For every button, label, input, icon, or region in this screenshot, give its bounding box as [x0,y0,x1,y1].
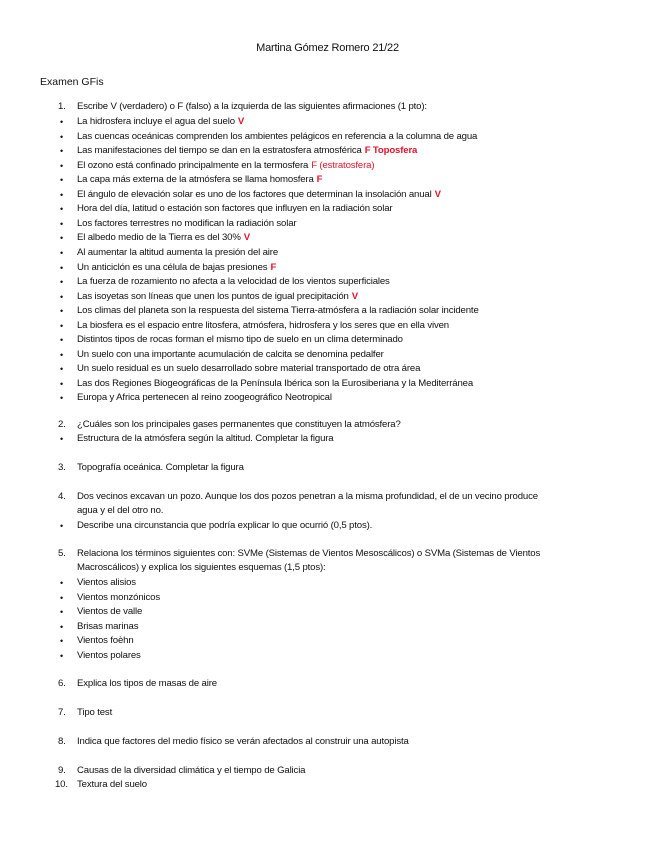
bullet-icon: • [60,636,64,646]
statement-text: Un suelo residual es un suelo desarrollado sobre material transportado de otra área [77,363,421,375]
statement-text: Distintos tipos de rocas forman el mismo tipo de suelo en un clima determinado [77,334,403,346]
item-text: Describe una circunstancia que podría explicar lo que ocurrió (0,5 ptos). [77,520,373,531]
statement-text: Vientos foèhn [77,635,134,646]
item-text [77,116,244,128]
bullet-icon: • [60,233,64,244]
statement-text: Los climas del planeta son la respuesta del sistema Tierra-atmósfera a la radiación solar incidente [77,305,479,317]
statement-text: Vientos alisios [77,577,136,588]
statement-text: La capa más externa de la atmósfera se llama homosfera [77,174,314,186]
bullet-icon: • [60,621,64,632]
item-text [77,349,384,361]
item-text [77,189,441,201]
question-text: Escribe V (verdadero) o F (falso) a la izquierda de las siguientes afirmaciones (1 pto): [77,101,427,112]
question-number: 10. [55,779,68,790]
question-text: Tipo test [77,707,113,718]
statement-text: Las cuencas oceánicas comprenden los ambientes pelágicos en referencia a la columna de agua [77,130,478,142]
item-text [77,320,449,332]
question-text: Explica los tipos de masas de aire [77,678,217,689]
bullet-icon: • [60,434,64,444]
statement-text: Las manifestaciones del tiempo se dan en la estratosfera atmosférica [77,145,362,157]
bullet-icon: • [60,218,64,229]
statement-text: El ozono está confinado principalmente en la termosfera [77,159,309,171]
question-number: 6. [58,678,66,689]
question-text: ¿Cuáles son los principales gases permanentes que constituyen la atmósfera? [77,419,401,430]
question-text: Textura del suelo [77,779,147,790]
bullet-icon: • [60,131,64,142]
statement-text: La biosfera es el espacio entre litosfera, atmósfera, hidrosfera y los seres que en ella viven [77,319,449,331]
statement-text: Vientos de valle [77,606,143,617]
item-text [77,378,473,390]
item-text [77,174,322,186]
bullet-icon: • [60,189,64,200]
statement-text: Vientos monzónicos [77,591,160,603]
question-text-continued: agua y el del otro no. [77,505,164,516]
bullet-icon: • [60,146,64,157]
author-header: Martina Gómez Romero 21/22 [256,42,399,54]
statement-text: Las isoyetas son líneas que unen los puntos de igual precipitación [77,290,349,302]
item-text [77,650,141,662]
item-text [77,592,160,604]
item-text: Estructura de la atmósfera según la altitud. Completar la figura [77,433,334,444]
item-text [77,392,332,404]
statement-text: Un anticiclón es una célula de bajas presiones [77,261,268,273]
answer-mark: V [351,290,358,302]
item-text [77,606,142,618]
bullet-icon: • [60,349,64,360]
question-number: 7. [58,707,66,718]
bullet-icon: • [60,521,64,531]
bullet-icon: • [60,650,64,661]
item-text [77,363,420,375]
question-text: Causas de la diversidad climática y el tiempo de Galicia [77,765,306,776]
item-text [77,291,358,303]
answer-mark: V [243,232,250,244]
statement-text: El ángulo de elevación solar es uno de los factores que determinan la insolación anual [77,188,432,200]
item-text [77,577,136,589]
question-number: 1. [58,101,66,112]
bullet-icon: • [60,378,64,389]
question-number: 3. [58,462,66,473]
item-text [77,203,392,215]
question-number: 9. [58,765,66,776]
bullet-icon: • [60,364,64,375]
bullet-icon: • [60,320,64,331]
statement-text: La fuerza de rozamiento no afecta a la velocidad de los vientos superficiales [77,276,390,288]
statement-text: Europa y Africa pertenecen al reino zoogeográfico Neotropical [77,392,332,404]
bullet-icon: • [60,335,64,346]
item-text [77,247,278,259]
answer-mark: F Toposfera [364,145,418,157]
item-text [77,621,138,633]
statement-text: Hora del día, latitud o estación son factores que influyen en la radiación solar [77,203,393,215]
bullet-icon: • [60,607,64,617]
item-text [77,305,479,317]
statement-text: Brisas marinas [77,620,139,632]
item-text [77,276,390,288]
statement-text: Al aumentar la altitud aumenta la presión del aire [77,246,279,258]
question-number: 4. [58,491,66,502]
bullet-icon: • [60,306,64,317]
item-text [77,334,403,346]
answer-mark: F [316,174,323,186]
question-number: 2. [58,419,66,430]
item-text [77,262,276,274]
answer-mark: F (estratosfera) [311,159,375,171]
question-text: Indica que factores del medio físico se verán afectados al construir una autopista [77,736,409,747]
statement-text: La hidrosfera incluye el agua del suelo [77,116,235,127]
question-text: Topografía oceánica. Completar la figura [77,462,244,473]
item-text [77,131,477,143]
question-number: 8. [58,736,66,747]
bullet-icon: • [60,247,64,258]
statement-text: Vientos polares [77,649,141,661]
bullet-icon: • [60,592,64,603]
exam-title: Examen GFis [40,76,104,88]
question-text-continued: Macroscálicos) y explica los siguientes esquemas (1,5 ptos): [77,562,326,573]
answer-mark: V [237,116,245,127]
bullet-icon: • [60,175,64,186]
item-text [77,160,374,172]
question-text: Relaciona los términos siguientes con: SVMe (Sistemas de Vientos Mesoscálicos) o SVMa (Sistemas de Vientos [77,548,541,559]
bullet-icon: • [60,262,64,273]
answer-mark: F [270,261,277,273]
question-number: 5. [58,548,66,559]
bullet-icon: • [60,117,64,127]
item-text [77,145,417,157]
statement-text: Los factores terrestres no modifican la radiación solar [77,217,297,229]
bullet-icon: • [60,393,64,404]
statement-text: Las dos Regiones Biogeográficas de la Península Ibérica son la Eurosiberiana y la Mediterránea [77,377,474,389]
statement-text: Un suelo con una importante acumulación de calcita se denomina pedalfer [77,348,384,360]
answer-mark: V [434,188,441,200]
item-text [77,218,296,230]
bullet-icon: • [60,291,64,302]
bullet-icon: • [60,578,64,588]
statement-text: El albedo medio de la Tierra es del 30% [77,232,241,244]
item-text [77,232,250,244]
bullet-icon: • [60,277,64,288]
bullet-icon: • [60,160,64,171]
bullet-icon: • [60,204,64,215]
question-text: Dos vecinos excavan un pozo. Aunque los dos pozos penetran a la misma profundidad, el de un vecino produce [77,491,538,502]
item-text [77,635,134,647]
